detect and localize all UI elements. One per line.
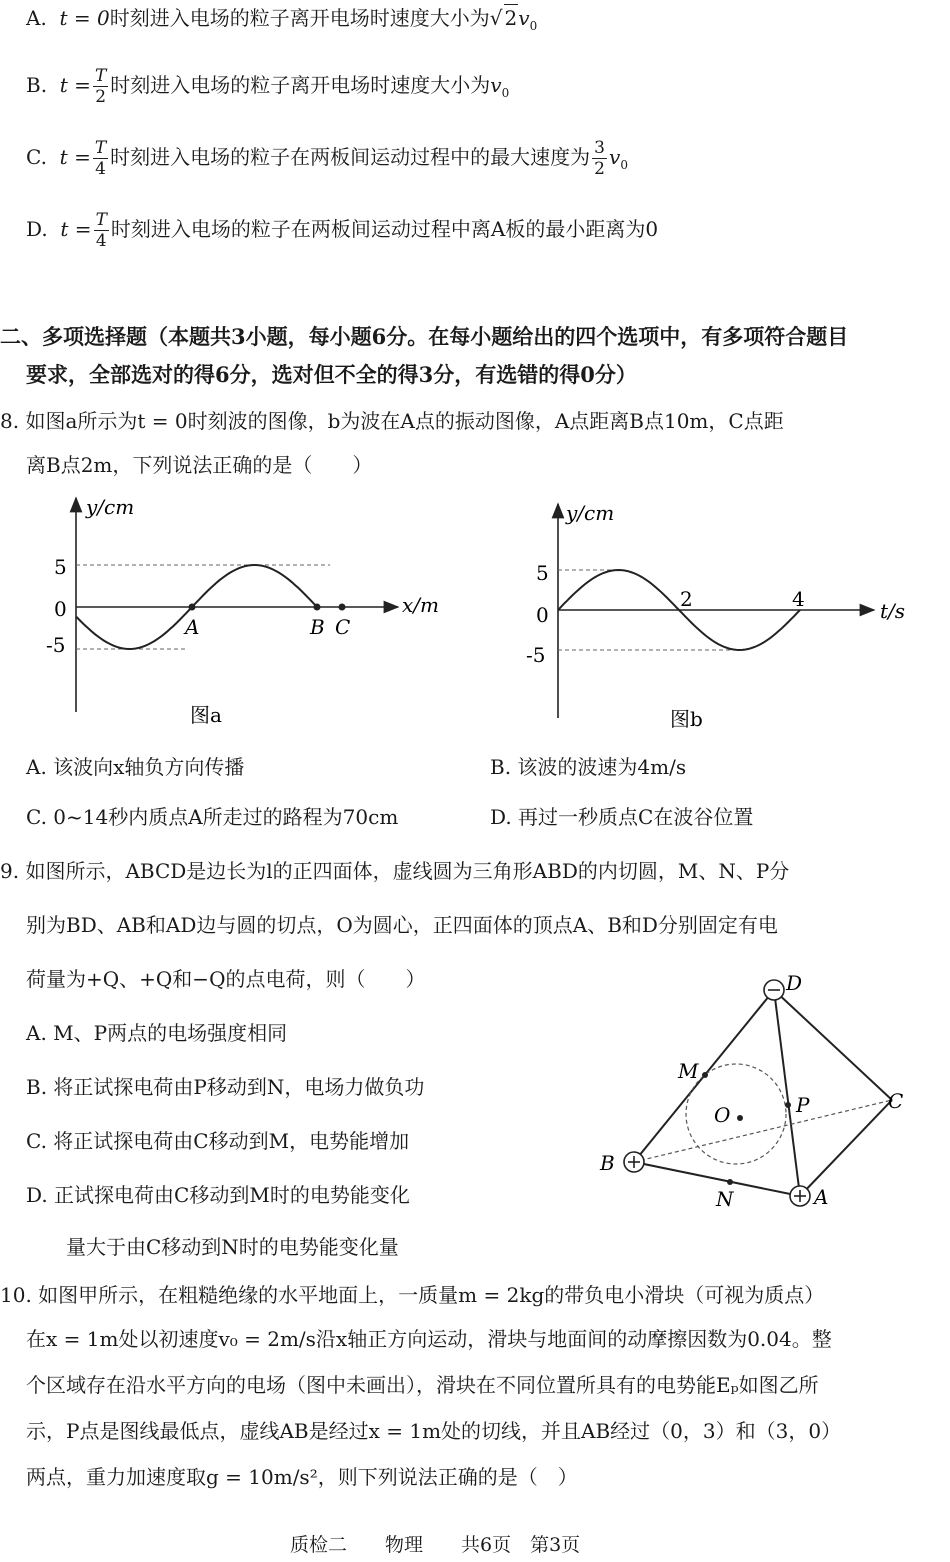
q7-option-b: B. t = $\frac{T}{2}$ 时刻进入电场的粒子离开电场时速度大小为$v_0$ bbox=[26, 66, 510, 107]
figure-a-wave-graph bbox=[40, 492, 460, 732]
fig-b-ytick-minus5: -5 bbox=[526, 643, 546, 667]
label-C: C bbox=[888, 1089, 904, 1113]
q9-option-d-line1: D. 正试探电荷由C移动到M时的电势能变化 bbox=[26, 1183, 410, 1207]
q10-stem-line1: 10. 如图甲所示，在粗糙绝缘的水平地面上，一质量m = 2kg的带负电小滑块（可视为质点） bbox=[0, 1283, 825, 1307]
q8-option-b: B. 该波的波速为4m/s bbox=[490, 755, 687, 779]
fig-b-xtick-4: 4 bbox=[792, 587, 805, 611]
fig-b-ytick-5: 5 bbox=[536, 561, 549, 585]
fig-a-label-A: A bbox=[185, 615, 200, 639]
page-footer: 质检二 物理 共6页 第3页 bbox=[290, 1534, 581, 1556]
point-M bbox=[702, 1072, 708, 1078]
q8-stem-line2: 离B点2m，下列说法正确的是（ ） bbox=[26, 453, 373, 477]
q9-option-b: B. 将正试探电荷由P移动到N，电场力做负功 bbox=[26, 1075, 425, 1099]
q10-stem-line2: 在x = 1m处以初速度v₀ = 2m/s沿x轴正方向运动，滑块与地面间的动摩擦因数为0.04。整 bbox=[26, 1327, 832, 1351]
label-A: A bbox=[814, 1185, 829, 1209]
fig-a-ytick-0: 0 bbox=[54, 597, 67, 621]
fig-a-label-C: C bbox=[335, 615, 351, 639]
point-P bbox=[785, 1102, 791, 1108]
inscribed-circle bbox=[686, 1064, 786, 1164]
q8-stem-line1: 8. 如图a所示为t = 0时刻波的图像，b为波在A点的振动图像，A点距离B点10m，C点距 bbox=[0, 409, 784, 433]
fig-b-x-label: t/s bbox=[880, 599, 906, 623]
q10-stem-line3: 个区域存在沿水平方向的电场（图中未画出），滑块在不同位置所具有的电势能Eₚ如图乙所 bbox=[26, 1373, 819, 1397]
fig-a-y-label: y/cm bbox=[86, 495, 135, 519]
charge-D-negative-icon bbox=[764, 980, 784, 1000]
fig-a-x-label: x/m bbox=[402, 593, 439, 617]
charge-A-positive-icon bbox=[790, 1186, 810, 1206]
label-B: B bbox=[600, 1151, 615, 1175]
edge-BC-dashed bbox=[634, 1100, 892, 1162]
q8-option-d: D. 再过一秒质点C在波谷位置 bbox=[490, 805, 754, 829]
fig-a-label-B: B bbox=[310, 615, 325, 639]
figure-tetrahedron bbox=[580, 964, 920, 1224]
fig-a-caption: 图a bbox=[190, 703, 222, 727]
fig-a-point-C bbox=[339, 604, 346, 611]
q9-option-a: A. M、P两点的电场强度相同 bbox=[26, 1021, 288, 1045]
fig-a-ytick-5: 5 bbox=[54, 555, 67, 579]
q10-stem-line5: 两点，重力加速度取g = 10m/s²，则下列说法正确的是（ ） bbox=[26, 1465, 578, 1489]
q7-option-a: A. t = 0时刻进入电场的粒子离开电场时速度大小为√ $2v_0$ bbox=[26, 6, 538, 33]
q8-option-c: C. 0~14秒内质点A所走过的路程为70cm bbox=[26, 805, 399, 829]
q9-stem-line2: 别为BD、AB和AD边与圆的切点，O为圆心，正四面体的顶点A、B和D分别固定有电 bbox=[26, 913, 778, 937]
q8-option-a: A. 该波向x轴负方向传播 bbox=[26, 755, 245, 779]
q7-option-d: D. t = $\frac{T}{4}$ 时刻进入电场的粒子在两板间运动过程中离A板的最小距离为0 bbox=[26, 210, 659, 251]
fig-a-point-B bbox=[314, 604, 321, 611]
q9-option-c: C. 将正试探电荷由C移动到M，电势能增加 bbox=[26, 1129, 410, 1153]
fig-b-y-label: y/cm bbox=[566, 501, 615, 525]
q9-stem-line1: 9. 如图所示，ABCD是边长为l的正四面体，虚线圆为三角形ABD的内切圆，M、N、P分 bbox=[0, 859, 790, 883]
q9-stem-line3: 荷量为+Q、+Q和−Q的点电荷，则（ ） bbox=[26, 967, 426, 991]
fig-a-ytick-minus5: -5 bbox=[46, 633, 66, 657]
figure-b-vibration-graph bbox=[520, 498, 940, 738]
q9-option-d-line2: 量大于由C移动到N时的电势能变化量 bbox=[66, 1235, 399, 1259]
section2-line2: 要求，全部选对的得6分，选对但不全的得3分，有选错的得0分） bbox=[26, 362, 637, 387]
fig-b-caption: 图b bbox=[670, 707, 703, 731]
label-N: N bbox=[716, 1187, 734, 1211]
label-D: D bbox=[786, 971, 803, 995]
label-P: P bbox=[796, 1093, 810, 1117]
label-M: M bbox=[678, 1059, 699, 1083]
label-O: O bbox=[714, 1103, 731, 1127]
q10-stem-line4: 示，P点是图线最低点，虚线AB是经过x = 1m处的切线，并且AB经过（0，3）和（3，0） bbox=[26, 1419, 842, 1443]
fig-b-xtick-2: 2 bbox=[680, 587, 693, 611]
q7-option-c: C. t = $\frac{T}{4}$ 时刻进入电场的粒子在两板间运动过程中的最大速度为 $\frac{3}{2}$ $v_0$ bbox=[26, 138, 628, 179]
edge-CA bbox=[800, 1100, 892, 1196]
fig-a-point-A bbox=[189, 604, 196, 611]
fig-b-ytick-0: 0 bbox=[536, 603, 549, 627]
charge-B-positive-icon bbox=[624, 1152, 644, 1172]
point-N bbox=[727, 1179, 733, 1185]
section2-line1: 二、多项选择题（本题共3小题，每小题6分。在每小题给出的四个选项中，有多项符合题目 bbox=[0, 324, 849, 349]
point-O bbox=[737, 1115, 743, 1121]
edge-DC bbox=[774, 990, 892, 1100]
